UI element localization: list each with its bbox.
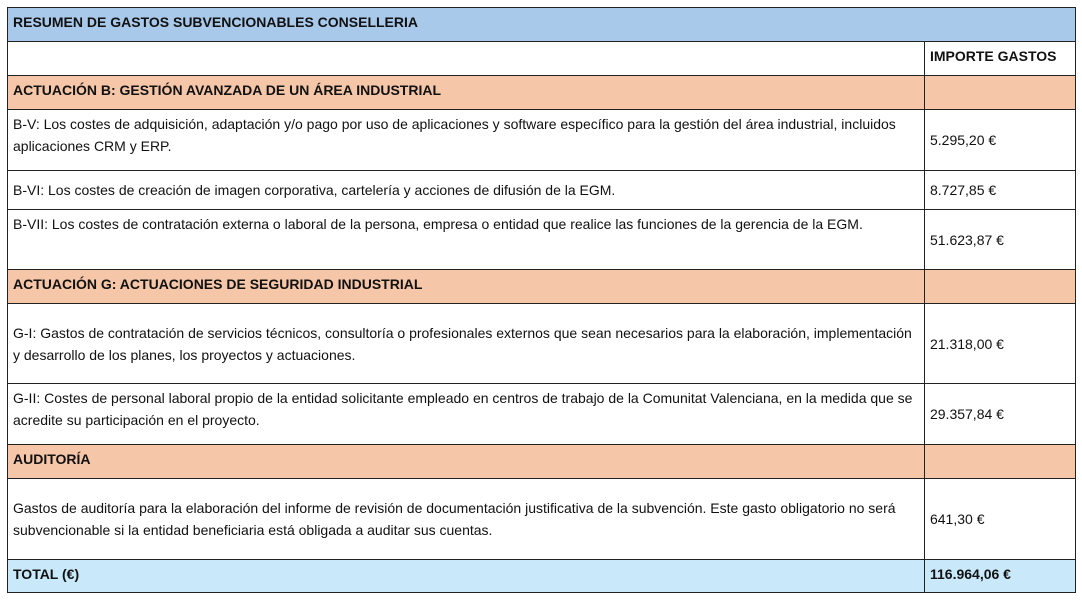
table-row (8, 210, 1076, 270)
total-amount: 116.964,06 € (924, 560, 1075, 593)
blank-header-cell (8, 42, 925, 76)
section-heading: ACTUACIÓN B: GESTIÓN AVANZADA DE UN ÁREA INDUSTRIAL (8, 76, 925, 110)
amount: 29.357,84 € (924, 384, 1075, 445)
amount: 641,30 € (924, 479, 1075, 560)
section-heading: ACTUACIÓN G: ACTUACIONES DE SEGURIDAD INDUSTRIAL (8, 270, 925, 304)
amount: 51.623,87 € (924, 210, 1075, 270)
table-row (8, 304, 1076, 384)
amount-column-header: IMPORTE GASTOS (924, 42, 1075, 76)
concept: G-II: Costes de personal laboral propio de la entidad solicitante empleado en centros de trabajo de la Comunitat Valenciana, en la medida que se acredite su participación en el proyecto. (8, 384, 925, 445)
section-heading: AUDITORÍA (8, 445, 925, 479)
concept: G-I: Gastos de contratación de servicios técnicos, consultoría o profesionales externos que sean necesarios para la elaboración, implementación y desarrollo de los planes, los proyectos y actuaciones. (8, 304, 925, 384)
concept: B-V: Los costes de adquisición, adaptación y/o pago por uso de aplicaciones y software específico para la gestión del área industrial, incluidos aplicaciones CRM y ERP. (8, 110, 925, 171)
total-label: TOTAL (€) (8, 560, 925, 593)
table-title: RESUMEN DE GASTOS SUBVENCIONABLES CONSELLERIA (8, 8, 1076, 42)
concept: B-VII: Los costes de contratación externa o laboral de la persona, empresa o entidad que realice las funciones de la gerencia de la EGM. (8, 210, 925, 270)
amount: 8.727,85 € (924, 171, 1075, 210)
table-row (8, 110, 1076, 171)
table-row (8, 384, 1076, 445)
table-row (8, 171, 1076, 210)
amount: 21.318,00 € (924, 304, 1075, 384)
concept: Gastos de auditoría para la elaboración del informe de revisión de documentación justificativa de la subvención. Este gasto obligatorio no será subvencionable si la entidad beneficiaria está obligada a auditar sus cuentas. (8, 479, 925, 560)
amount: 5.295,20 € (924, 110, 1075, 171)
table-row (8, 479, 1076, 560)
expenses-summary-table (7, 7, 1076, 593)
concept: B-VI: Los costes de creación de imagen corporativa, cartelería y acciones de difusión de la EGM. (8, 171, 925, 210)
